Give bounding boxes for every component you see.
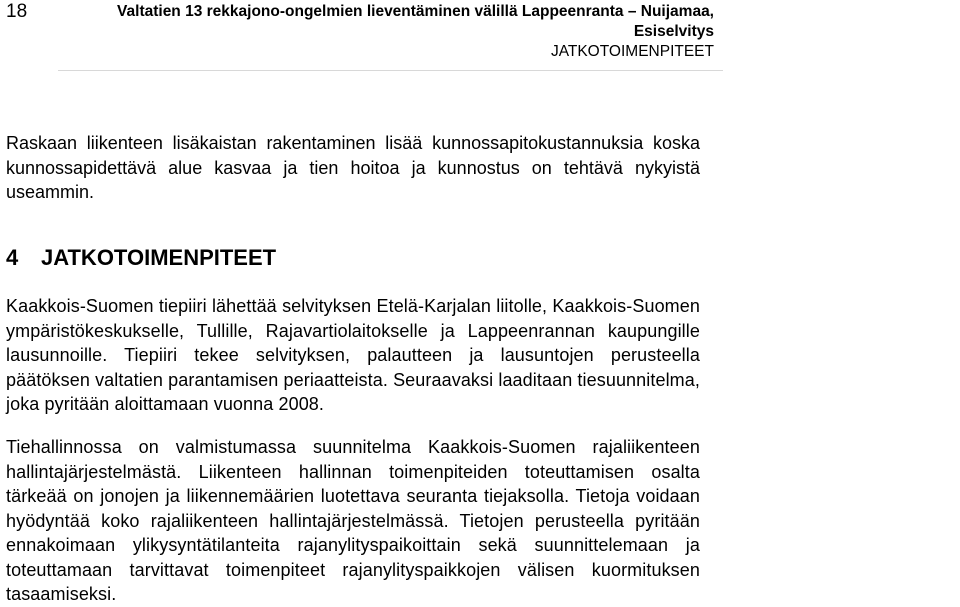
section-paragraph-1: Kaakkois-Suomen tiepiiri lähettää selvityksen Etelä-Karjalan liitolle, Kaakkois-Suomen ympäristökeskukselle, Tullille, Rajavartiolaitokselle ja Lappeenrannan kaupungille lausunnoille. Tiepiiri tekee selvityksen, palautteen ja lausuntojen perusteella päätöksen valtatien parantamisen periaatteista. Seuraavaksi laaditaan tiesuunnitelma, joka pyritään aloittamaan vuonna 2008.: [6, 296, 700, 414]
header-title-line-2: Esiselvitys: [633, 23, 714, 40]
header-title-line-1: Valtatien 13 rekkajono-ongelmien lieventäminen välillä Lappeenranta – Nuijamaa,: [117, 3, 714, 20]
intro-paragraph: Raskaan liikenteen lisäkaistan rakentaminen lisää kunnossapitokustannuksia koska kunnossapidettävä alue kasvaa ja tien hoitoa ja kunnostus on tehtävä nykyistä useammin.: [6, 133, 700, 202]
page-number: 18: [6, 1, 28, 22]
header-divider: [58, 70, 723, 71]
section-heading: [6, 244, 276, 272]
header-subtitle: JATKOTOIMENPITEET: [550, 43, 714, 60]
header-title: [0, 2, 714, 42]
running-header: [0, 0, 714, 62]
section-title: JATKOTOIMENPITEET: [41, 245, 277, 270]
section-paragraph-2: Tiehallinnossa on valmistumassa suunnitelma Kaakkois-Suomen rajaliikenteen hallintajärjestelmästä. Liikenteen hallinnan toimenpiteiden toteuttamisen osalta tärkeää on jonojen ja liikennemäärien luotettava seuranta tiejaksolla. Tietoja voidaan hyödyntää koko rajaliikenteen hallintajärjestelmässä. Tietojen perusteella pyritään ennakoimaan ylikysyntätilanteita rajanylityspaikoittain sekä suunnittelemaan ja toteuttamaan tarvittavat toimenpiteet rajanylityspaikkojen välisen kuormituksen tasaamiseksi.: [6, 437, 700, 604]
section-number: 4: [6, 245, 19, 270]
